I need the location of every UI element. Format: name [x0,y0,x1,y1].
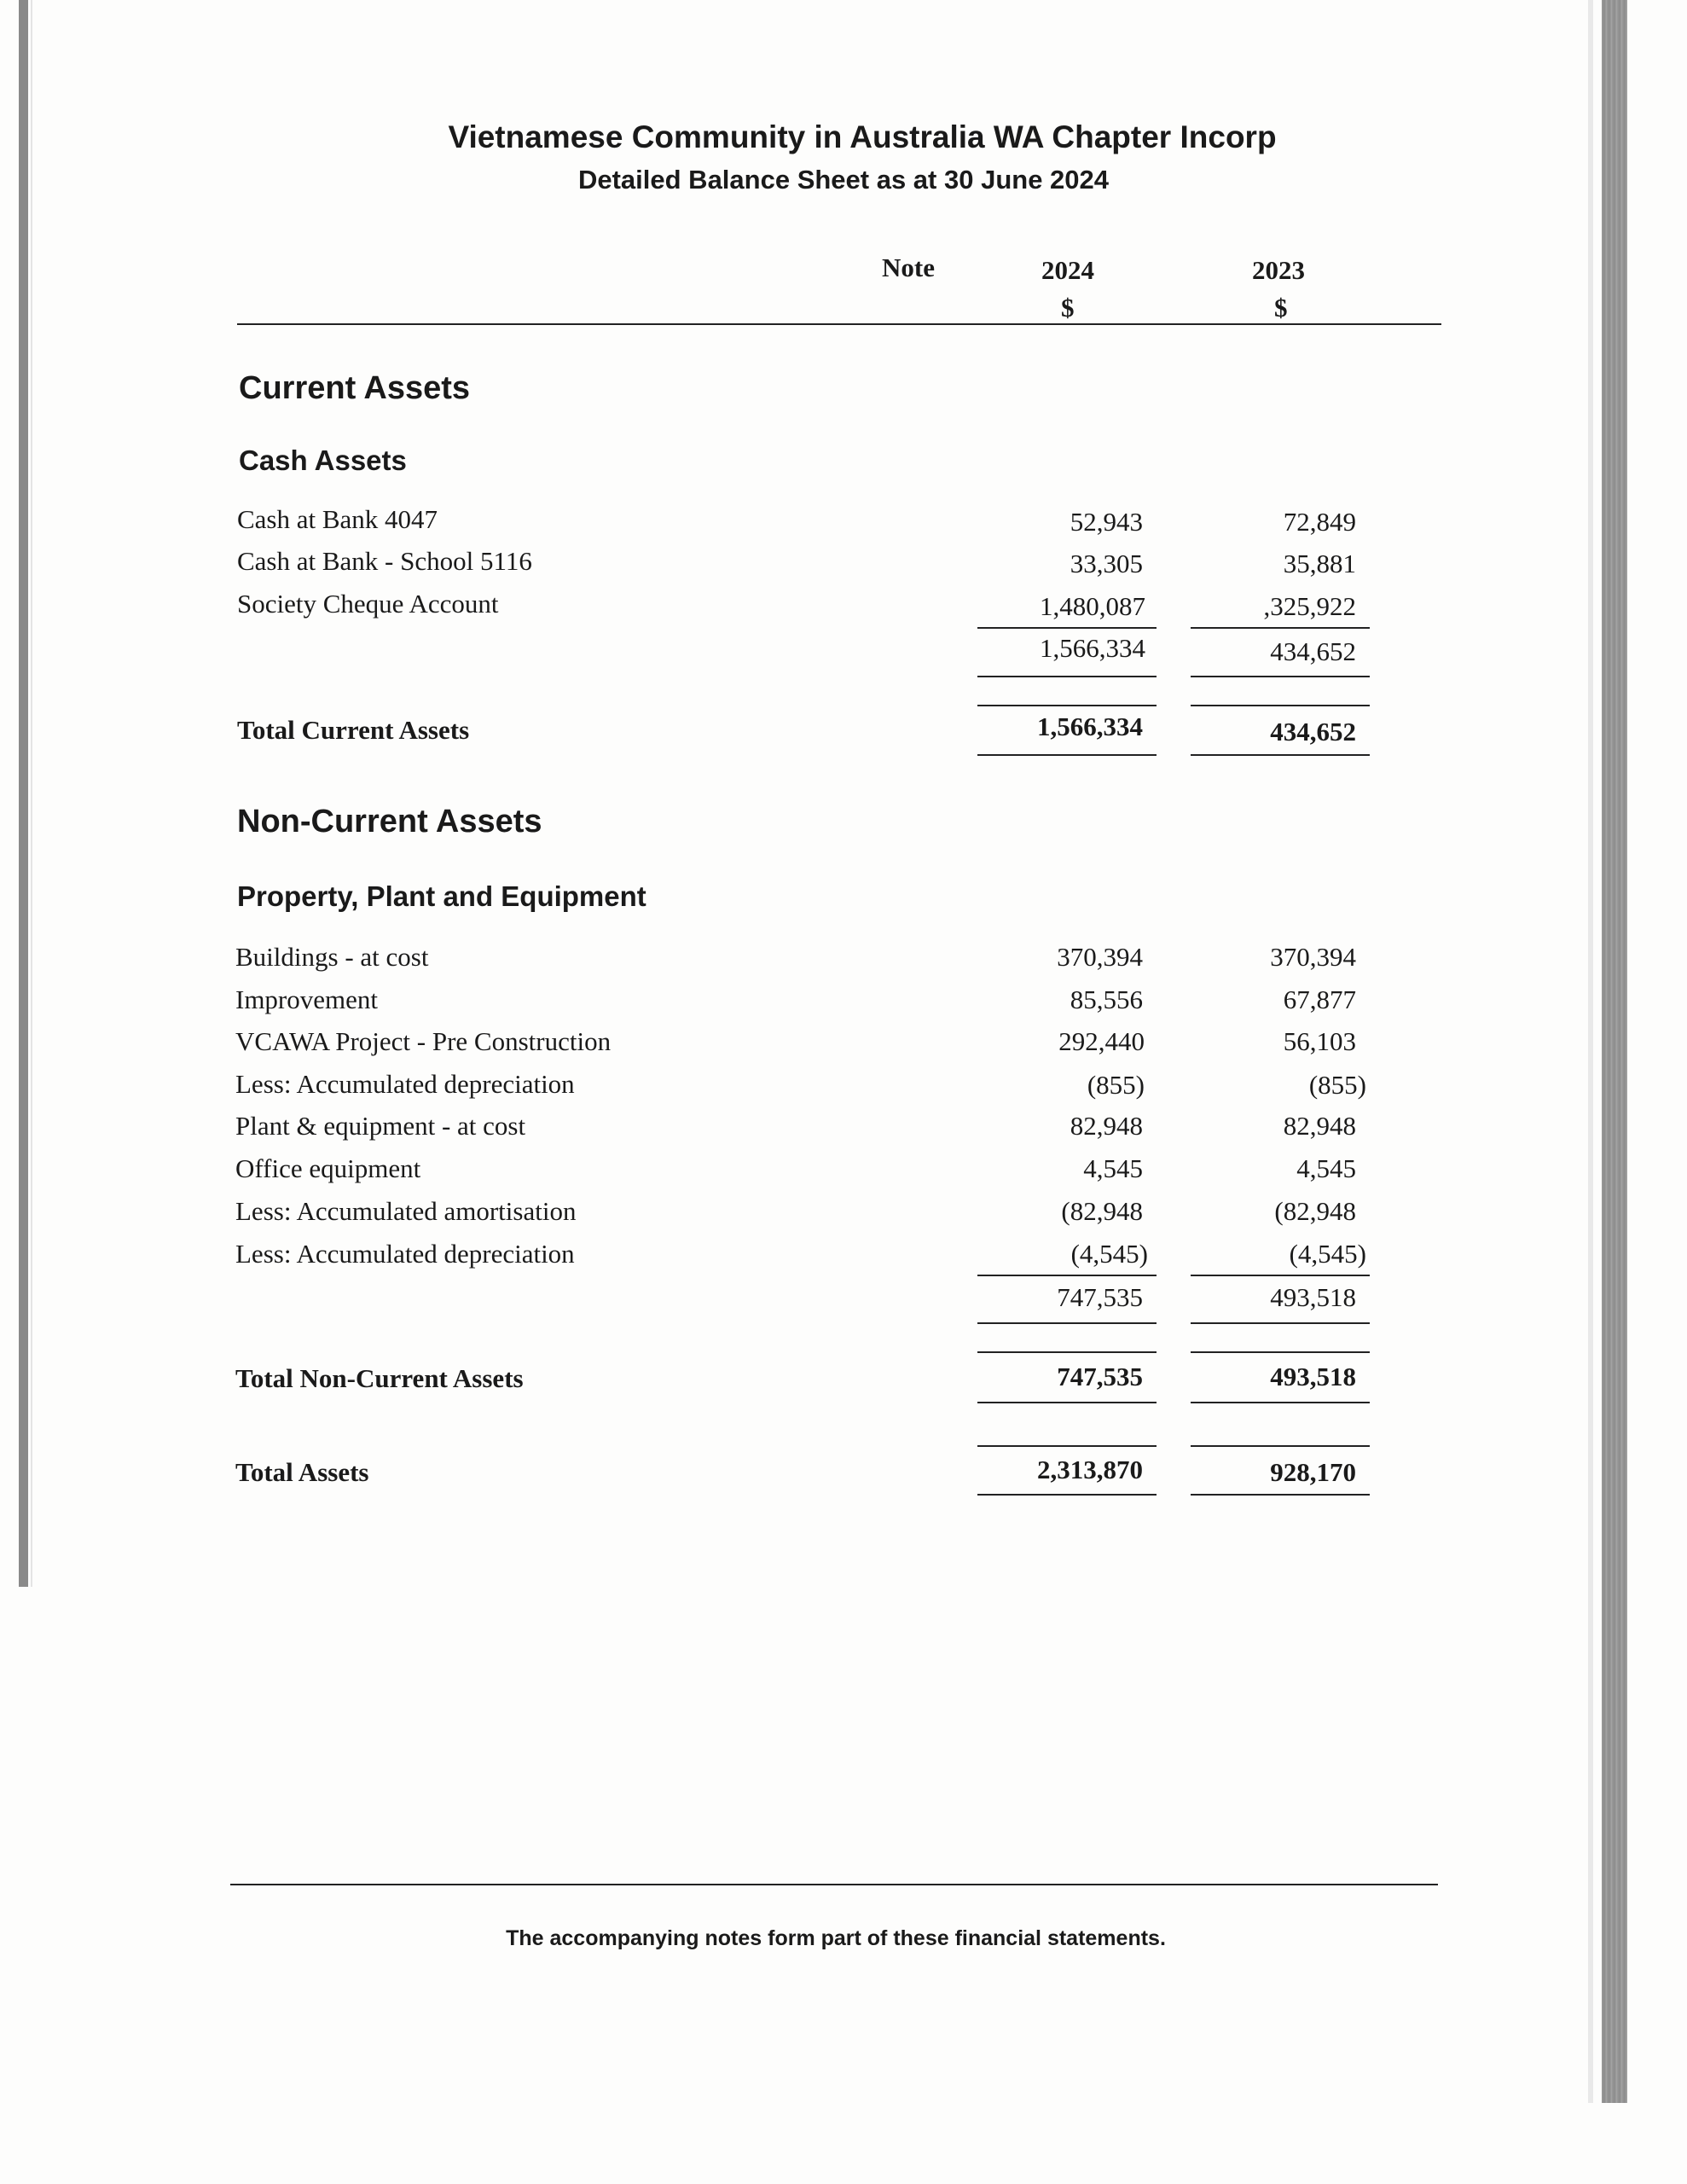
header-rule [237,323,1441,325]
row-value-2024: 52,943 [1070,507,1143,537]
row-label: Improvement [235,985,379,1014]
row-label: Plant & equipment - at cost [235,1111,526,1141]
row-label: Office equipment [235,1153,421,1183]
footer-note: The accompanying notes form part of these financial statements. [506,1926,1166,1950]
row-value-2024: 85,556 [1070,985,1143,1014]
subsection-cash-assets: Cash Assets [239,444,407,476]
currency-2023: $ [1274,293,1288,322]
scan-edge-left [19,0,28,1587]
subtotal-value-2024: 1,566,334 [1040,633,1145,663]
row-value-2023: 82,948 [1283,1111,1356,1141]
total-assets-2024: 2,313,870 [1037,1455,1143,1484]
row-value-2023: 56,103 [1283,1026,1356,1056]
total-non-current-assets-2023: 493,518 [1270,1362,1356,1391]
subtotal-value-2024: 747,535 [1057,1282,1143,1312]
footer-rule [230,1884,1438,1885]
subtotal-rule-2023 [1191,1275,1370,1276]
currency-2024: $ [1061,293,1075,322]
total-current-assets-2024: 1,566,334 [1037,712,1143,741]
row-label: Society Cheque Account [237,589,499,619]
total-current-assets-2023: 434,652 [1270,717,1356,746]
total-rule-bottom-2024 [977,1402,1157,1403]
total-rule-top-2023 [1191,676,1370,677]
section-non-current-assets: Non-Current Assets [237,804,542,839]
row-value-2024: (4,545) [1070,1239,1148,1269]
total-rule-top2-2023 [1191,1351,1370,1353]
total-non-current-assets-2024: 747,535 [1057,1362,1143,1391]
row-value-2023: 67,877 [1283,985,1356,1014]
row-value-2024: 82,948 [1070,1111,1143,1141]
total-assets-2023: 928,170 [1270,1457,1356,1487]
document-title: Vietnamese Community in Australia WA Chapter Incorp [448,119,1277,154]
total-current-assets-label: Total Current Assets [237,715,470,745]
row-value-2024: (855) [1087,1070,1145,1100]
row-label: Cash at Bank - School 5116 [237,546,532,576]
row-value-2023: (4,545) [1289,1239,1366,1269]
row-value-2024: 1,480,087 [1040,591,1145,621]
row-value-2024: (82,948 [1061,1196,1143,1226]
column-header-2023: 2023 [1252,255,1305,285]
total-rule-top2-2023 [1191,705,1370,706]
subtotal-rule-2023 [1191,627,1370,629]
total-rule-bottom-2023 [1191,1402,1370,1403]
column-header-2024: 2024 [1041,255,1094,285]
grand-total-rule-top-2023 [1191,1445,1370,1447]
section-current-assets: Current Assets [239,370,471,406]
scan-edge-right [1602,0,1627,2103]
total-rule-bottom-2024 [977,754,1157,756]
row-label: Less: Accumulated amortisation [235,1196,577,1226]
row-label: Less: Accumulated depreciation [235,1069,575,1099]
column-header-note: Note [882,253,935,282]
row-value-2023: 4,545 [1296,1153,1356,1183]
row-value-2023: 35,881 [1283,549,1356,578]
grand-total-rule-top-2024 [977,1445,1157,1447]
grand-total-rule-bottom-2023 [1191,1494,1370,1496]
row-value-2024: 370,394 [1057,942,1143,972]
row-value-2024: 292,440 [1058,1026,1145,1056]
row-value-2023: 370,394 [1270,942,1356,972]
row-label: Cash at Bank 4047 [237,504,438,534]
subtotal-value-2023: 493,518 [1270,1282,1356,1312]
row-value-2023: 72,849 [1283,507,1356,537]
row-value-2024: 4,545 [1083,1153,1143,1183]
total-rule-top-2023 [1191,1322,1370,1324]
grand-total-rule-bottom-2024 [977,1494,1157,1496]
total-rule-top2-2024 [977,1351,1157,1353]
document-subtitle: Detailed Balance Sheet as at 30 June 2024 [577,165,1110,195]
total-non-current-assets-label: Total Non-Current Assets [235,1363,524,1393]
row-value-2023: (82,948 [1274,1196,1356,1226]
row-value-2023: ,325,922 [1263,591,1356,621]
scan-edge-right-inner [1588,0,1593,2103]
row-label: Buildings - at cost [235,942,429,972]
subtotal-value-2023: 434,652 [1270,636,1356,666]
scan-edge-left-faint [31,0,32,1587]
subsection-ppe: Property, Plant and Equipment [237,880,646,912]
row-value-2024: 33,305 [1070,549,1143,578]
total-rule-top2-2024 [977,705,1157,706]
row-label: VCAWA Project - Pre Construction [235,1026,612,1056]
row-label: Less: Accumulated depreciation [235,1239,575,1269]
total-assets-label: Total Assets [235,1457,369,1487]
subtotal-rule-2024 [977,627,1157,629]
total-rule-top-2024 [977,1322,1157,1324]
total-rule-bottom-2023 [1191,754,1370,756]
subtotal-rule-2024 [977,1275,1157,1276]
row-value-2023: (855) [1308,1070,1366,1100]
total-rule-top-2024 [977,676,1157,677]
